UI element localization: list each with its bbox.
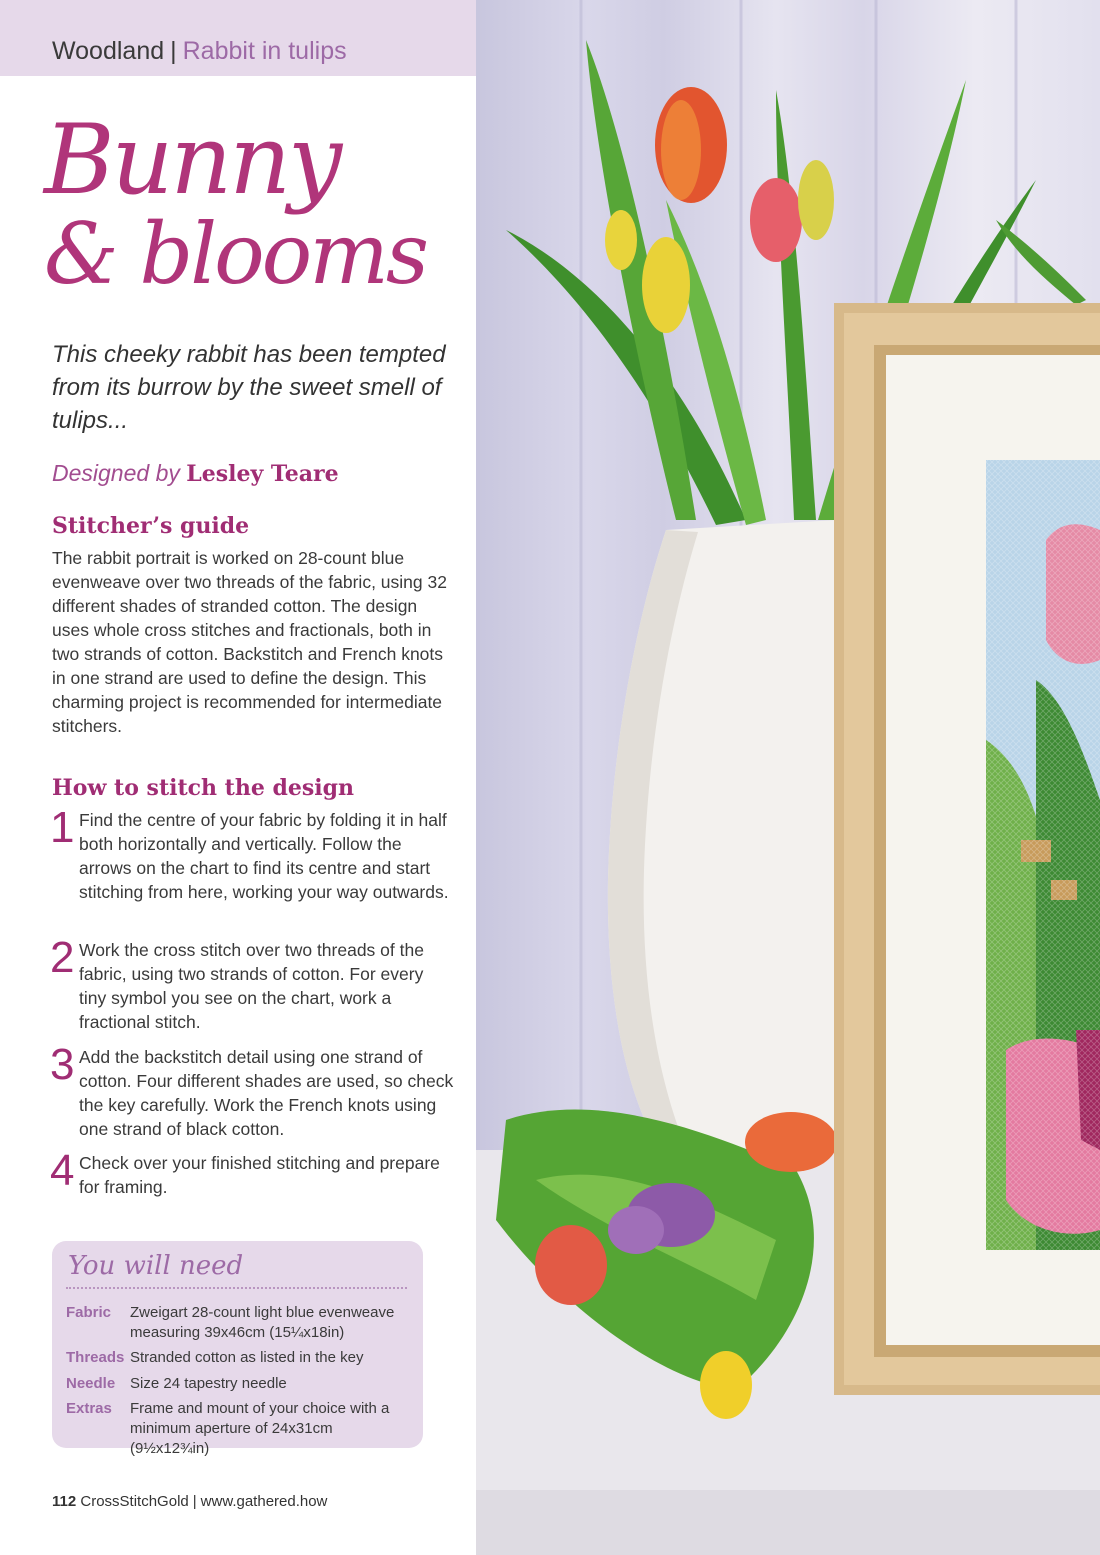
need-value: Stranded cotton as listed in the key	[130, 1349, 364, 1366]
need-label: Needle	[66, 1375, 116, 1392]
byline-prefix: Designed by	[52, 460, 180, 486]
step-text: Find the centre of your fabric by folding it in half both horizontally and vertically. Follow the arrows on the chart to find its centre and start stitching from here, working your way outwards.	[79, 810, 449, 902]
need-value: Zweigart 28-count light blue evenweave measuring 39x46cm (15¼x18in)	[130, 1304, 395, 1341]
section-subtitle: Rabbit in tulips	[182, 37, 347, 65]
section-header	[0, 0, 476, 76]
page-footer	[52, 1492, 327, 1512]
need-value: Frame and mount of your choice with a minimum aperture of 24x31cm (9½x12¾in)	[130, 1400, 390, 1457]
text-column	[0, 0, 476, 1555]
tulip-photograph	[476, 0, 1100, 1555]
magazine-name: CrossStitchGold	[80, 1493, 189, 1510]
step-number: 1	[50, 803, 75, 852]
step-text: Check over your finished stitching and prepare for framing.	[79, 1153, 440, 1197]
need-label: Fabric	[66, 1304, 112, 1321]
you-will-need-box	[52, 1241, 423, 1457]
step-number: 2	[50, 933, 75, 982]
title-line-2: & blooms	[44, 205, 427, 303]
photo-illustration	[476, 0, 1100, 1555]
need-label: Extras	[66, 1400, 112, 1417]
designer-name: Lesley Teare	[186, 461, 339, 487]
title-line-1: Bunny	[44, 104, 340, 216]
need-label: Threads	[66, 1349, 125, 1366]
need-value: Size 24 tapestry needle	[130, 1375, 287, 1392]
stitchers-guide-heading: Stitcher’s guide	[52, 513, 250, 539]
article-title	[44, 104, 427, 303]
picture-frame	[834, 303, 1100, 1395]
byline	[52, 458, 339, 489]
stitchers-guide-text: The rabbit portrait is worked on 28-count blue evenweave over two threads of the fabric, using 32 different shades of stranded cotton. The design uses whole cross stitches and fractionals, both in two strands of cotton. Backstitch and French knots in one strand are used to define the design. This charming project is recommended for intermediate stitchers.	[52, 548, 447, 736]
standfirst: This cheeky rabbit has been tempted from its burrow by the sweet smell of tulips...	[52, 341, 446, 434]
section-separator: |	[170, 37, 177, 65]
website-url: www.gathered.how	[200, 1493, 328, 1510]
footer-separator: |	[192, 1493, 197, 1510]
dotted-divider	[66, 1287, 407, 1289]
you-will-need-title: You will need	[68, 1251, 244, 1281]
how-to-heading: How to stitch the design	[52, 775, 354, 801]
step-text: Work the cross stitch over two threads of the fabric, using two strands of cotton. For every tiny symbol you see on the chart, work a fractional stitch.	[79, 940, 424, 1032]
step-number: 4	[50, 1146, 75, 1195]
page-number: 112	[52, 1493, 77, 1510]
step-number: 3	[50, 1040, 75, 1089]
section-name: Woodland	[52, 37, 165, 65]
step-text: Add the backstitch detail using one strand of cotton. Four different shades are used, so check the key carefully. Work the French knots using one strand of black cotton.	[79, 1047, 454, 1139]
